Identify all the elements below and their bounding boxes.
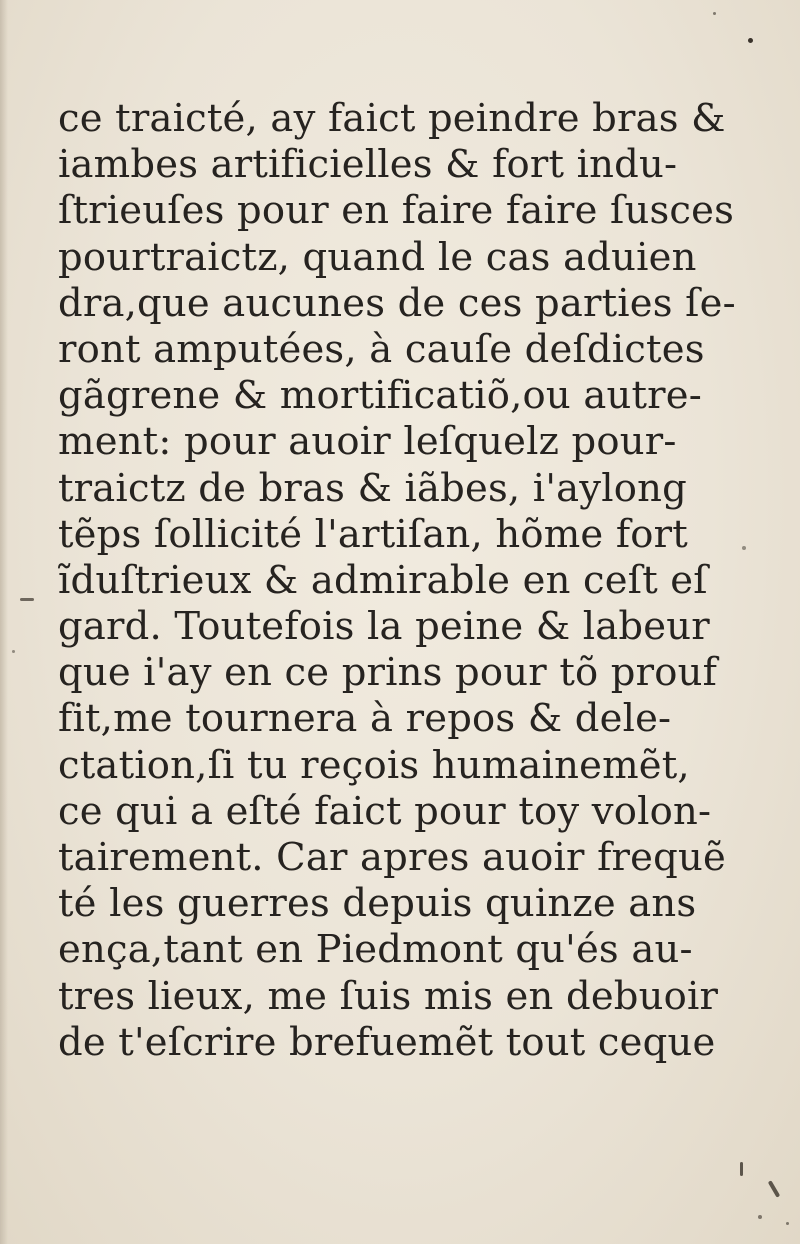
text-line: que i'ay en ce prins pour tõ prouf [58,650,718,696]
text-line: ce traicté, ay faict peindre bras & [58,96,726,141]
text-line: iambes artificielles & fort indu- [58,142,678,188]
text-line: gard. Toutefois la peine & labeur [58,604,710,650]
text-line: tres lieux, me ſuis mis en debuoir [58,973,719,1019]
text-line: ment: pour auoir leſquelz pour- [58,419,677,465]
text-line: ſtrieuſes pour en faire faire ſusces [58,188,735,234]
paper-speck [768,1180,780,1198]
text-line: tẽps ſollicité l'artiſan, hõme fort [58,511,688,557]
paper-speck [748,38,753,43]
text-line: ctation,ſi tu reçois humainemẽt, [58,742,690,788]
paper-speck [742,546,746,550]
paper-speck [713,12,716,15]
text-line: pourtraictz, quand le cas aduien [58,234,697,280]
paper-speck [20,598,34,601]
text-line: traictz de bras & iãbes, i'aylong [58,465,687,511]
text-line: té les guerres depuis quinze ans [58,881,697,927]
text-line: dra,que aucunes de ces parties ſe- [58,280,736,326]
text-line: de t'eſcrire brefuemẽt tout ceque [58,1019,716,1065]
paper-speck [12,650,15,653]
body-text [58,96,736,1066]
text-line: tairement. Car apres auoir frequẽ [58,835,726,880]
text-line: gãgrene & mortificatiõ,ou autre- [58,373,702,419]
paper-speck [786,1222,789,1225]
page-left-edge [0,0,8,1244]
text-line: ront amputées, à cauſe deſdictes [58,326,705,372]
text-line: ença,tant en Piedmont qu'és au- [58,927,693,973]
text-line: ce qui a eſté faict pour toy volon- [58,788,712,834]
text-line: ĩduſtrieux & admirable en ceſt eſ [58,557,708,603]
paper-speck [758,1215,762,1219]
text-line: fit,me tournera à repos & dele- [58,696,672,742]
paper-speck [740,1162,743,1176]
